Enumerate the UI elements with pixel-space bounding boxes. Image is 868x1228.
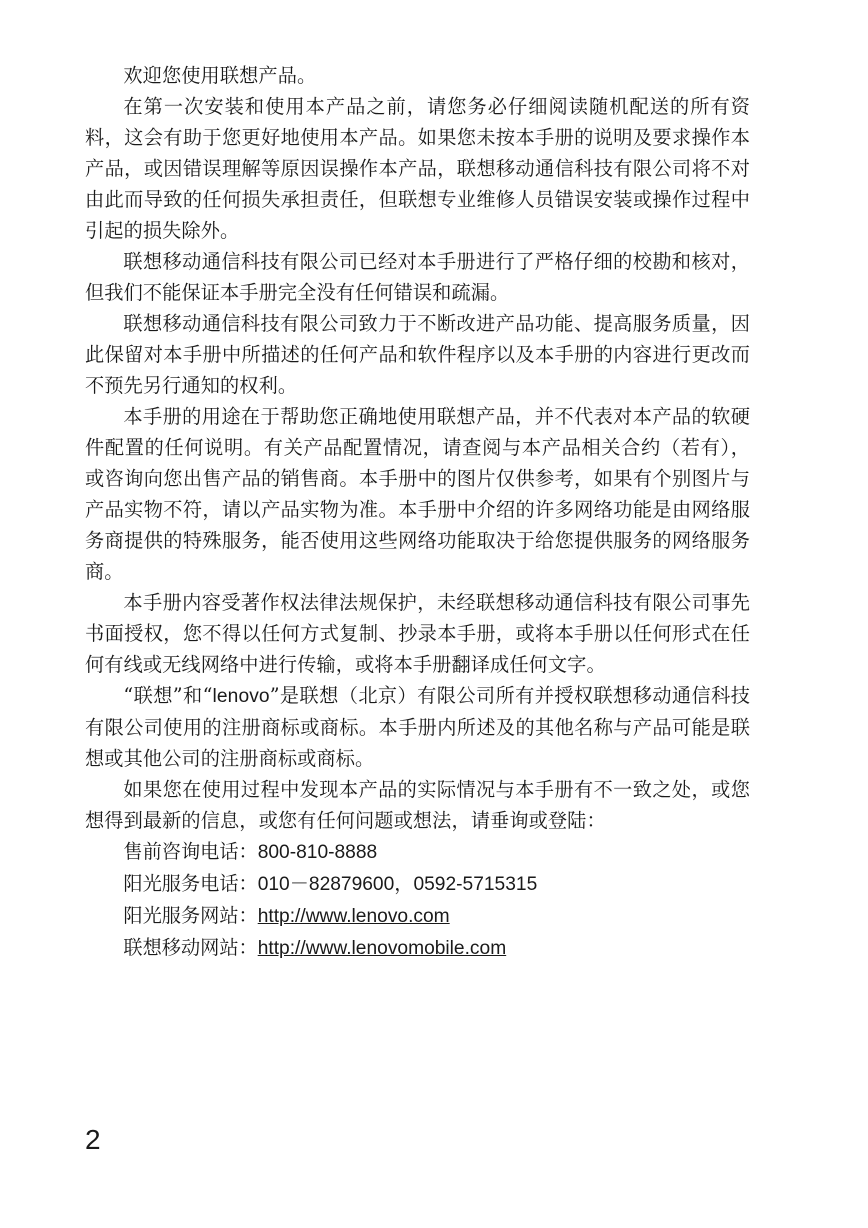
presales-label: 售前咨询电话： [123,840,258,863]
mobile-site-line [85,932,750,964]
service-phone-1: 010－82879600 [257,874,395,895]
service-phone-separator: ， [394,872,414,895]
trademark-brand: lenovo [212,686,270,707]
proofread-paragraph: 联想移动通信科技有限公司已经对本手册进行了严格仔细的校勘和核对，但我们不能保证本手册完全没有任何错误和疏漏。 [85,250,750,304]
trademark-prefix: “联想”和“ [123,684,213,707]
improvement-paragraph: 联想移动通信科技有限公司致力于不断改进产品功能、提高服务质量，因此保留对本手册中所描述的任何产品和软件程序以及本手册的内容进行更改而不预先另行通知的权利。 [85,312,750,397]
manual-page-body [85,60,750,964]
mobile-site-label: 联想移动网站： [123,936,258,959]
read-manual-paragraph: 在第一次安装和使用本产品之前，请您务必仔细阅读随机配送的所有资料，这会有助于您更好地使用本产品。如果您未按本手册的说明及要求操作本产品，或因错误理解等原因误操作本产品，联想移动通信科技有限公司将不对由此而导致的任何损失承担责任，但联想专业维修人员错误安装或操作过程中引起的损失除外。 [85,95,750,242]
contact-intro-paragraph: 如果您在使用过程中发现本产品的实际情况与本手册有不一致之处，或您想得到最新的信息，或您有任何问题或想法，请垂询或登陆： [85,778,750,832]
copyright-paragraph: 本手册内容受著作权法律法规保护，未经联想移动通信科技有限公司事先书面授权，您不得以任何方式复制、抄录本手册，或将本手册以任何形式在任何有线或无线网络中进行传输，或将本手册翻译成任何文字。 [85,591,750,676]
presales-line [85,836,750,868]
trademark-paragraph [85,680,750,774]
purpose-paragraph: 本手册的用途在于帮助您正确地使用联想产品，并不代表对本产品的软硬件配置的任何说明。有关产品配置情况，请查阅与本产品相关合约（若有），或咨询向您出售产品的销售商。本手册中的图片仅供参考，如果有个别图片与产品实物不符，请以产品实物为准。本手册中介绍的许多网络功能是由网络服务商提供的特殊服务，能否使用这些网络功能取决于给您提供服务的网络服务商。 [85,405,750,583]
service-site-label: 阳光服务网站： [123,904,258,927]
trademark-suffix: ”是联想（北京）有限公司所有并授权联想移动通信科技有限公司使用的注册商标或商标。本手册内所述及的其他名称与产品可能是联想或其他公司的注册商标或商标。 [85,684,750,770]
mobile-site-link[interactable]: http://www.lenovomobile.com [257,938,507,959]
service-phone-line [85,868,750,900]
service-site-link[interactable]: http://www.lenovo.com [257,906,450,927]
service-site-line [85,900,750,932]
welcome-paragraph: 欢迎您使用联想产品。 [123,64,317,87]
page-number: 2 [85,1124,101,1155]
presales-phone: 800-810-8888 [257,842,378,863]
service-phone-2: 0592-5715315 [413,874,538,895]
service-phone-label: 阳光服务电话： [123,872,258,895]
